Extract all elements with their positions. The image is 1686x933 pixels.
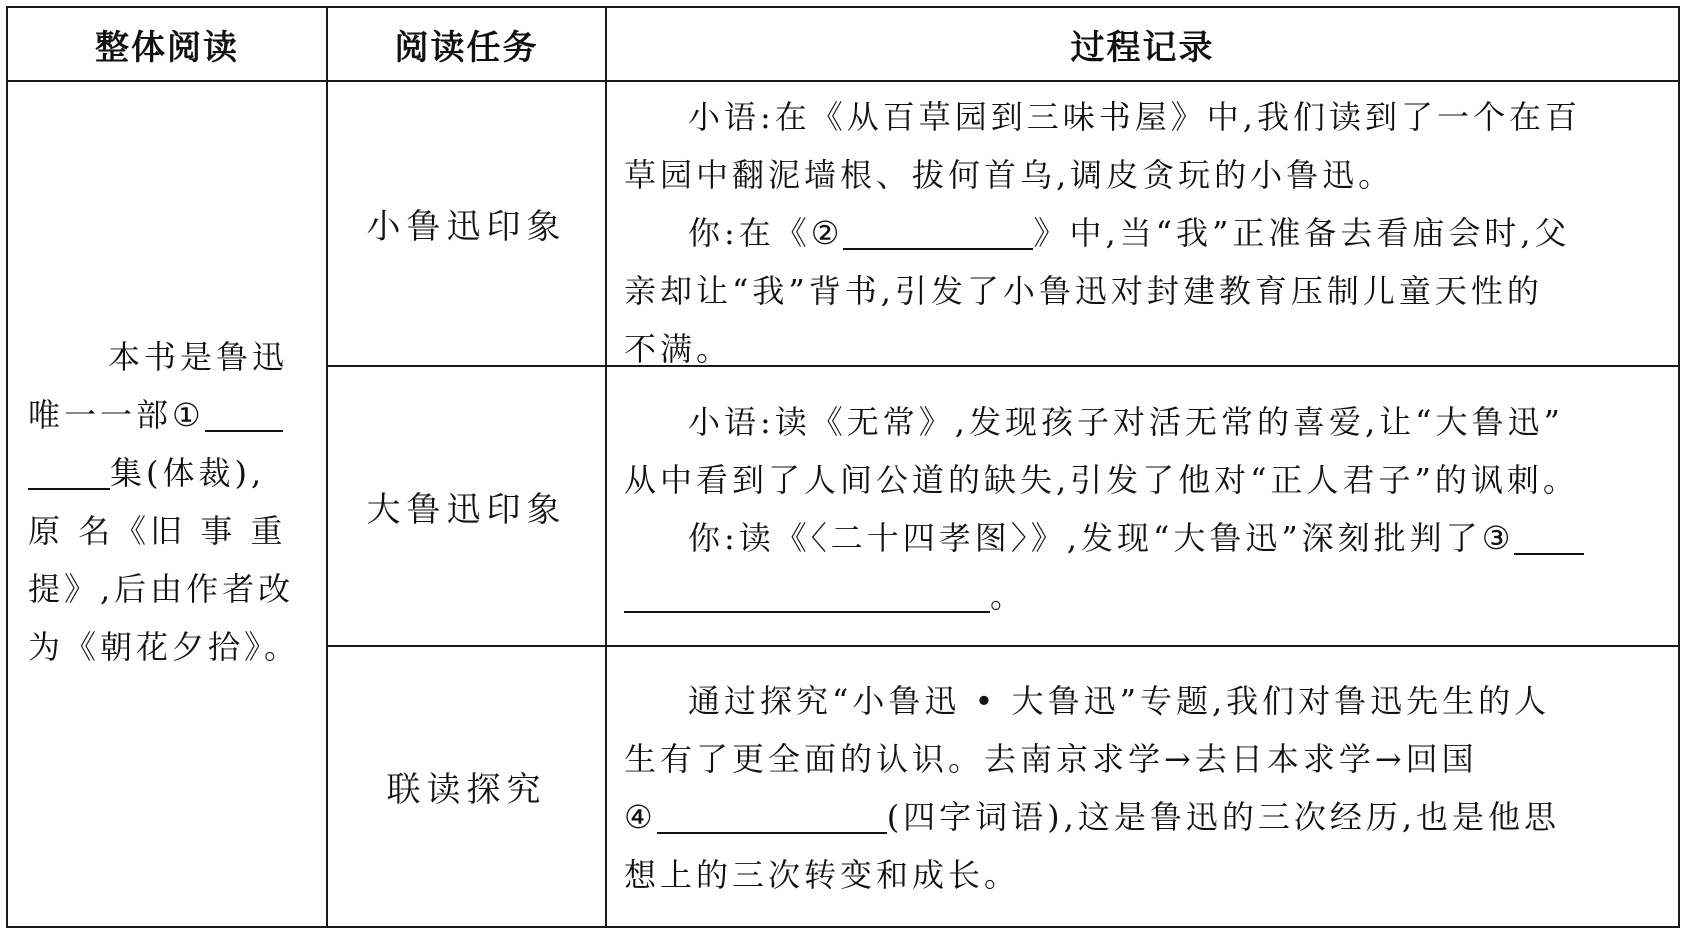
overall-line-6: 为《朝花夕拾》。 <box>28 628 301 666</box>
header-divider <box>6 80 1680 82</box>
record-adult-luxun <box>624 393 1664 625</box>
record-3-line-3: ④ (四字词语),这是鲁迅的三次经历,也是他思 <box>624 798 1561 836</box>
blank-marker-2: ② <box>810 214 844 252</box>
overall-line-2-text: 唯一一部 <box>28 396 173 434</box>
header-overall-reading: 整体阅读 <box>95 27 239 68</box>
blank-2[interactable] <box>843 218 1033 250</box>
table-border-left <box>6 6 8 928</box>
overall-line-2 <box>28 386 313 444</box>
overall-reading-text <box>28 328 313 676</box>
blank-3a[interactable] <box>1514 523 1584 555</box>
blank-3b[interactable] <box>624 581 990 613</box>
blank-marker-1: ① <box>172 396 205 434</box>
task-label-young-luxun: 小鲁迅印象 <box>366 207 567 247</box>
record-3-line-2: 生有了更全面的认识。去南京求学→去日本求学→回国 <box>624 740 1478 778</box>
overall-line-4: 原 名《旧 事 重 <box>28 512 287 550</box>
record-2-line-2: 从中看到了人间公道的缺失,引发了他对“正人君子”的讽刺。 <box>624 461 1579 499</box>
header-reading-task: 阅读任务 <box>394 27 539 68</box>
blank-1a[interactable] <box>205 400 283 432</box>
record-joint-reading <box>624 672 1664 904</box>
table-border-bottom <box>6 926 1680 928</box>
overall-line-3-text: 集(体裁), <box>110 454 266 492</box>
record-1-line-3: 你:在《② 》中,当“我”正准备去看庙会时,父 <box>688 214 1571 252</box>
blank-marker-4: ④ <box>624 798 657 836</box>
record-2-line-3: 你:读《〈二十四孝图〉》,发现“大鲁迅”深刻批判了③ <box>624 509 1664 567</box>
record-3-line-4: 想上的三次转变和成长。 <box>624 856 1021 894</box>
overall-line-5: 提》,后由作者改 <box>28 570 295 608</box>
overall-line-1: 本书是鲁迅 <box>108 338 289 376</box>
header-process-record: 过程记录 <box>1070 27 1215 68</box>
table-border-right <box>1678 6 1680 928</box>
record-2-line-1: 小语:读《无常》,发现孩子对活无常的喜爱,让“大鲁迅” <box>688 403 1564 441</box>
task-label-adult-luxun: 大鲁迅印象 <box>366 489 567 530</box>
record-1-line-1: 小语:在《从百草园到三味书屋》中,我们读到了一个在百 <box>688 98 1581 136</box>
blank-4[interactable] <box>657 802 887 834</box>
record-3-line-1: 通过探究“小鲁迅 • 大鲁迅”专题,我们对鲁迅先生的人 <box>688 682 1551 720</box>
record-1-line-2: 草园中翻泥墙根、拔何首乌,调皮贪玩的小鲁迅。 <box>624 156 1395 194</box>
blank-1b[interactable] <box>28 458 110 490</box>
record-1-line-4: 亲却让“我”背书,引发了小鲁迅对封建教育压制儿童天性的 <box>624 272 1543 310</box>
col-divider-2 <box>605 6 607 928</box>
record-1-line-5: 不满。 <box>624 330 733 368</box>
overall-line-3 <box>28 444 313 502</box>
record-young-luxun <box>624 88 1664 378</box>
record-2-line-4: 。 <box>624 567 1664 625</box>
task-label-joint-reading: 联读探究 <box>386 770 547 810</box>
blank-marker-3: ③ <box>1481 519 1515 557</box>
